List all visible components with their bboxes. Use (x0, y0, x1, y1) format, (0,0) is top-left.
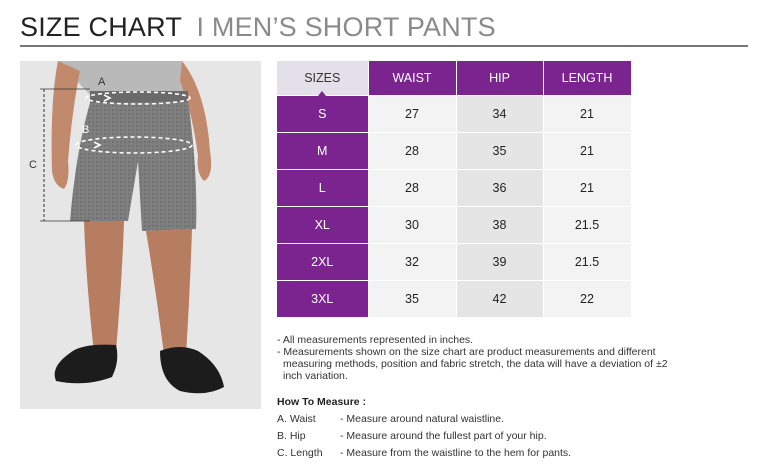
size-cell: XL (277, 207, 368, 244)
waist-cell: 35 (368, 281, 456, 318)
page-title (20, 12, 496, 43)
hip-cell: 38 (456, 207, 543, 244)
length-cell: 21 (543, 133, 631, 170)
header-notch (318, 91, 326, 96)
title-subtitle: I MEN’S SHORT PANTS (196, 12, 496, 42)
measure-item-desc: - Measure around natural waistline. (340, 413, 505, 425)
note-deviation: - Measurements shown on the size chart are product measurements and different measuring methods, position and fabric stretch, the data will have a deviation of ±2 inch variation. (277, 346, 668, 382)
model-illustration (20, 61, 261, 409)
length-cell: 21 (543, 170, 631, 207)
measure-item-hip (277, 430, 547, 442)
waist-cell: 30 (368, 207, 456, 244)
table-header-row (277, 61, 631, 96)
column-header-waist: WAIST (368, 61, 456, 96)
waist-cell: 28 (368, 170, 456, 207)
measure-item-desc: - Measure from the waistline to the hem for pants. (340, 447, 572, 459)
table-row (277, 207, 631, 244)
waist-cell: 28 (368, 133, 456, 170)
size-cell: S (277, 96, 368, 133)
measure-item-length (277, 447, 571, 459)
model-photo (20, 61, 261, 409)
column-header-sizes (277, 61, 368, 96)
measure-item-label: C. Length (277, 447, 323, 459)
hip-cell: 36 (456, 170, 543, 207)
note-units: - All measurements represented in inches. (277, 334, 474, 346)
measure-item-waist (277, 413, 504, 425)
measure-item-label: B. Hip (277, 430, 306, 442)
waist-cell: 27 (368, 96, 456, 133)
hip-cell: 35 (456, 133, 543, 170)
size-table (277, 61, 632, 317)
measure-item-desc: - Measure around the fullest part of your hip. (340, 430, 547, 442)
size-cell: L (277, 170, 368, 207)
table-row (277, 133, 631, 170)
table-row (277, 281, 631, 318)
title-main: SIZE CHART (20, 12, 183, 42)
size-cell: 3XL (277, 281, 368, 318)
measure-label-c: C (29, 159, 37, 171)
length-cell: 21 (543, 96, 631, 133)
length-cell: 22 (543, 281, 631, 318)
hip-cell: 42 (456, 281, 543, 318)
table-row (277, 170, 631, 207)
table-row (277, 244, 631, 281)
measurement-notes (277, 334, 677, 382)
size-cell: 2XL (277, 244, 368, 281)
measure-label-a: A (98, 76, 106, 88)
column-header-length: LENGTH (543, 61, 631, 96)
column-header-hip: HIP (456, 61, 543, 96)
length-cell: 21.5 (543, 244, 631, 281)
hip-cell: 39 (456, 244, 543, 281)
measure-label-b: B (82, 124, 90, 136)
column-header-sizes-label: SIZES (304, 71, 341, 85)
length-cell: 21.5 (543, 207, 631, 244)
waist-cell: 32 (368, 244, 456, 281)
hip-cell: 34 (456, 96, 543, 133)
table-row (277, 96, 631, 133)
measure-item-label: A. Waist (277, 413, 316, 425)
title-divider (20, 45, 748, 47)
size-cell: M (277, 133, 368, 170)
how-to-measure-heading: How To Measure : (277, 396, 367, 408)
